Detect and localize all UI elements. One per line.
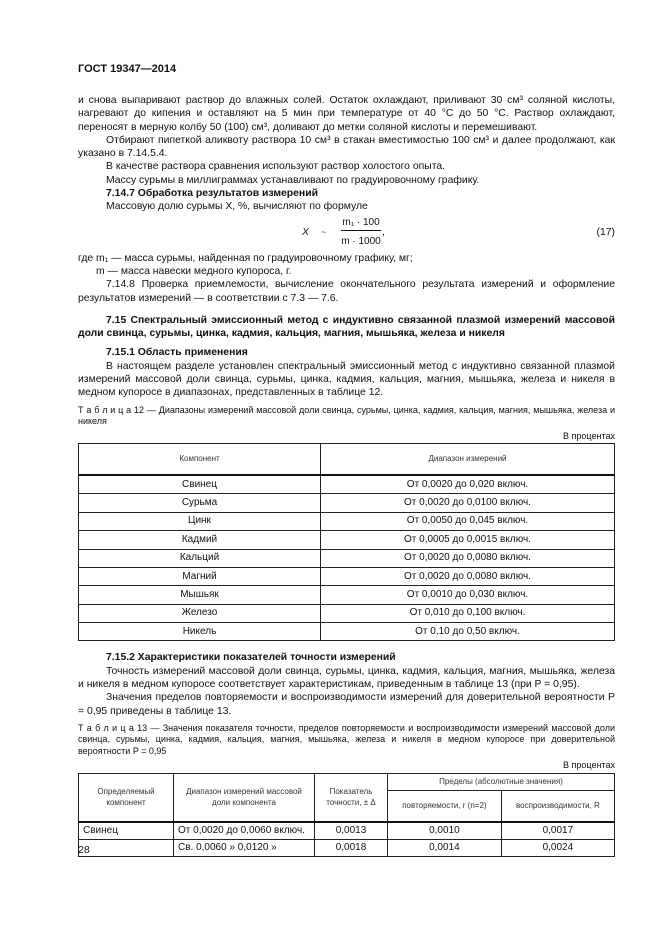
table-row: [79, 822, 615, 840]
table-row: [79, 623, 615, 641]
paragraph: Массовую долю сурьмы X, %, вычисляют по формуле: [106, 201, 368, 213]
formula-lhs: X: [302, 226, 309, 238]
paragraph: В качестве раствора сравнения используют раствор холостого опыта.: [106, 161, 446, 173]
table-header: повторяемости, r (n=2): [388, 790, 502, 822]
table-12: [78, 443, 615, 642]
paragraph: Точность измерений массовой доли свинца, сурьмы, цинка, кадмия, кальция, магния, мышьяка, железа и никеля в медном купоросе соответствует характеристикам, приведенным в таблице 13 (при P = 0,95).: [78, 665, 615, 691]
section-heading: 7.15.2 Характеристики показателей точности измерений: [106, 652, 396, 664]
formula-legend: m — масса навески медного купороса, г.: [96, 265, 292, 277]
table-cell: 0,0018: [315, 839, 388, 856]
table-row: [79, 604, 615, 622]
table-cell: От 0,0050 до 0,045 включ.: [321, 512, 615, 530]
table13-unit: В процентах: [563, 760, 615, 771]
formula-denominator: m · 1000: [341, 235, 381, 247]
table-row: [79, 512, 615, 530]
formula-approx: ~: [321, 226, 327, 237]
table-row: [79, 549, 615, 567]
paragraph: В настоящем разделе установлен спектральный эмиссионный метод с индуктивно связанной плазмой измерений массовой доли свинца, сурьмы, цинка, кадмия, кальция, магния, мышьяка, железа и никеля в медном купоросе в диапазонах, представленных в таблице 12.: [78, 360, 615, 399]
table-row: [79, 839, 615, 856]
table12-caption-text: — Диапазоны измерений массовой доли свинца, сурьмы, цинка, кадмия, кальция, магния, мышьяка, железа и никеля: [78, 404, 615, 427]
formula-comma: ,: [382, 226, 385, 238]
formula-legend: где m₁ — масса сурьмы, найденная по градуировочному графику, мг;: [78, 252, 413, 264]
table-cell: Мышьяк: [79, 586, 321, 604]
table-cell: Цинк: [79, 512, 321, 530]
table-header: Показатель точности, ± Δ: [315, 773, 388, 822]
table12-unit: В процентах: [563, 430, 615, 441]
table-row: [79, 531, 615, 549]
table-cell: От 0,10 до 0,50 включ.: [321, 623, 615, 641]
paragraph: Отбирают пипеткой аликвоту раствора 10 см³ в стакан вместимостью 100 см³ и далее продолжают, как указано в 7.14.5.4.: [78, 134, 615, 160]
table-cell: 0,0010: [388, 822, 502, 840]
table-row: [79, 475, 615, 494]
table-13: [78, 773, 615, 857]
table-row: [79, 567, 615, 585]
table12-caption: [78, 405, 615, 428]
section-heading: 7.15.1 Область применения: [106, 347, 248, 359]
table-cell: От 0,0010 до 0,030 включ.: [321, 586, 615, 604]
table-cell: Кадмий: [79, 531, 321, 549]
section-heading: 7.14.7 Обработка результатов измерений: [106, 188, 318, 200]
table-cell: Кальций: [79, 549, 321, 567]
table-cell: [79, 839, 174, 856]
table12-caption-label: Т а б л и ц а 12: [78, 404, 145, 415]
table-cell: От 0,0020 до 0,0080 включ.: [321, 549, 615, 567]
document-header: ГОСТ 19347—2014: [78, 63, 177, 75]
paragraph: Значения пределов повторяемости и воспроизводимости измерений для доверительной вероятности P = 0,95 приведены в таблице 13.: [78, 692, 615, 717]
table-header: Пределы (абсолютные значения): [388, 773, 615, 790]
table-cell: Свинец: [79, 475, 321, 494]
table-cell: От 0,0020 до 0,0060 включ.: [174, 822, 315, 840]
table13-caption-text: — Значения показателя точности, пределов повторяемости и воспроизводимости измерений массовой доли свинца, сурьмы, цинка, кадмия, кальция, магния, мышьяка, железа и никеля в медном купоросе при доверительной вероятности P = 0,95: [78, 722, 615, 756]
table-header: Диапазон измерений: [321, 443, 615, 475]
table-cell: 0,0024: [501, 839, 614, 856]
table-cell: 0,0014: [388, 839, 502, 856]
paragraph: Массу сурьмы в миллиграммах устанавливают по градуировочному графику.: [106, 174, 480, 186]
formula-number: (17): [596, 226, 615, 238]
table-cell: От 0,0005 до 0,0015 включ.: [321, 531, 615, 549]
paragraph: и снова выпаривают раствор до влажных солей. Остаток охлаждают, приливают 30 см³ соляной кислоты, нагревают до кипения и оставляют на 5 мин при температуре от 40 °С до 50 °С. Раствор охлаждают, переносят в мерную колбу 50 (100) см³, доливают до метки соляной кислоты и перемешивают.: [78, 95, 615, 133]
table-header: Определяемый компонент: [79, 773, 174, 822]
table-cell: От 0,0020 до 0,0100 включ.: [321, 494, 615, 512]
table-header: Диапазон измерений массовой доли компонента: [174, 773, 315, 822]
table13-caption-label: Т а б л и ц а 13: [78, 722, 148, 733]
table-cell: От 0,0020 до 0,0080 включ.: [321, 567, 615, 585]
table-header: Компонент: [79, 443, 321, 475]
table13-caption: [78, 723, 615, 758]
section-heading: 7.15 Спектральный эмиссионный метод с индуктивно связанной плазмой измерений массовой доли свинца, сурьмы, цинка, кадмия, кальция, магния, мышьяка, железа и никеля: [78, 314, 615, 340]
table-cell: Железо: [79, 604, 321, 622]
table-row: [79, 586, 615, 604]
table-cell: Магний: [79, 567, 321, 585]
table-cell: От 0,0020 до 0,020 включ.: [321, 475, 615, 494]
table-cell: От 0,010 до 0,100 включ.: [321, 604, 615, 622]
page-number: 28: [78, 844, 90, 856]
formula-numerator: m₁ · 100: [341, 216, 381, 231]
paragraph: 7.14.8 Проверка приемлемости, вычисление окончательного результата измерений и оформление результатов измерений — в соответствии с 7.3 — 7.6.: [78, 279, 615, 304]
table-cell: Никель: [79, 623, 321, 641]
table-cell: Свинец: [79, 822, 174, 840]
table-row: [79, 494, 615, 512]
table-cell: 0,0017: [501, 822, 614, 840]
table-cell: Св. 0,0060 » 0,0120 »: [174, 839, 315, 856]
table-cell: Сурьма: [79, 494, 321, 512]
table-cell: 0,0013: [315, 822, 388, 840]
formula-17: [78, 214, 615, 252]
table-header: воспроизводимости, R: [501, 790, 614, 822]
